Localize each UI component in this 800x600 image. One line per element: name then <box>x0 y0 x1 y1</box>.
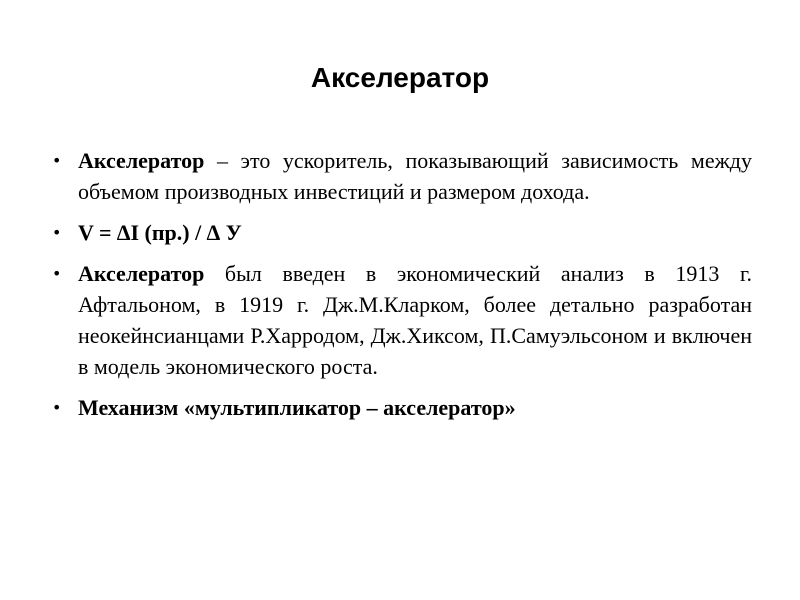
bullet-formula <box>52 217 752 248</box>
bullet-mechanism <box>52 392 752 423</box>
bullet-definition <box>52 145 752 207</box>
bullet-history <box>52 258 752 382</box>
bullet-icon: • <box>52 264 62 283</box>
bullet-text: был введен в экономический анализ в 1913 г. Афтальоном, в 1919 г. Дж.М.Кларком, более детально разработан неокейнсианцами Р.Харродом, Дж.Хиксом, П.Самуэльсоном и включен в модель экономического роста. <box>78 261 752 379</box>
slide-title: Акселератор <box>310 62 490 93</box>
bullet-term: Акселератор <box>78 261 205 286</box>
bullet-term: Акселератор <box>78 148 205 173</box>
bullet-icon: • <box>52 223 62 242</box>
bullet-icon: • <box>52 151 62 170</box>
bullet-list <box>52 145 752 433</box>
bullet-text: – это ускоритель, показывающий зависимость между объемом производных инвестиций и размером дохода. <box>78 148 752 204</box>
bullet-icon: • <box>52 398 62 417</box>
mechanism-text: Механизм «мультипликатор – акселератор» <box>78 395 516 420</box>
formula-text: V = ∆I (пр.) / ∆ У <box>78 220 242 245</box>
